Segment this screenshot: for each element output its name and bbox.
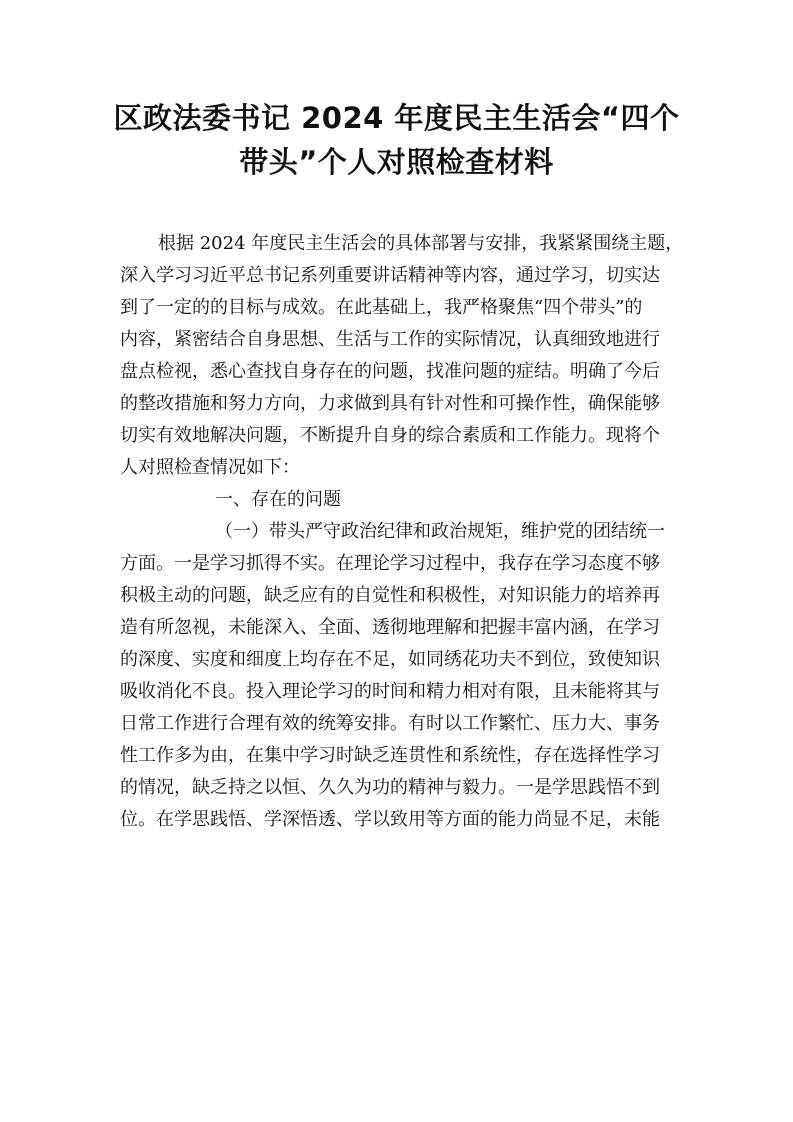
subsection-paragraph-line: 方面。一是学习抓得不实。在理论学习过程中，我存在学习态度不够 [120, 553, 660, 574]
intro-paragraph-line: 深入学习习近平总书记系列重要讲话精神等内容，通过学习，切实达 [120, 265, 660, 286]
subsection-paragraph-line: 性工作多为由，在集中学习时缺乏连贯性和系统性，存在选择性学习 [120, 745, 660, 766]
intro-paragraph-line: 盘点检视，悉心查找自身存在的问题，找准问题的症结。明确了今后 [120, 361, 660, 382]
intro-paragraph-line: 根据 2024 年度民主生活会的具体部署与安排，我紧紧围绕主题， [158, 233, 684, 254]
section-heading: 一、存在的问题 [215, 489, 341, 510]
subsection-paragraph-line: （一）带头严守政治纪律和政治规矩，维护党的团结统一 [215, 521, 665, 542]
subsection-paragraph-line: 位。在学思践悟、学深悟透、学以致用等方面的能力尚显不足，未能 [120, 809, 660, 830]
document-title-line-2: 带头”个人对照检查材料 [239, 145, 554, 179]
subsection-paragraph-line: 日常工作进行合理有效的统筹安排。有时以工作繁忙、压力大、事务 [120, 713, 660, 734]
subsection-paragraph-line: 的深度、实度和细度上均存在不足，如同绣花功夫不到位，致使知识 [120, 649, 660, 670]
intro-paragraph-line: 到了一定的的目标与成效。在此基础上，我严格聚焦“四个带头”的 [120, 297, 643, 318]
intro-paragraph-line: 切实有效地解决问题，不断提升自身的综合素质和工作能力。现将个 [120, 425, 660, 446]
document-title-line-1: 区政法委书记 2024 年度民主生活会“四个 [113, 101, 680, 135]
subsection-paragraph-line: 造有所忽视，未能深入、全面、透彻地理解和把握丰富内涵，在学习 [120, 617, 660, 638]
subsection-paragraph-line: 的情况，缺乏持之以恒、久久为功的精神与毅力。一是学思践悟不到 [120, 777, 660, 798]
intro-paragraph-line: 内容，紧密结合自身思想、生活与工作的实际情况，认真细致地进行 [120, 329, 660, 350]
intro-paragraph-line: 人对照检查情况如下： [120, 457, 300, 478]
subsection-paragraph-line: 积极主动的问题，缺乏应有的自觉性和积极性，对知识能力的培养再 [120, 585, 660, 606]
intro-paragraph-line: 的整改措施和努力方向，力求做到具有针对性和可操作性，确保能够 [120, 393, 660, 414]
subsection-paragraph-line: 吸收消化不良。投入理论学习的时间和精力相对有限，且未能将其与 [120, 681, 660, 702]
